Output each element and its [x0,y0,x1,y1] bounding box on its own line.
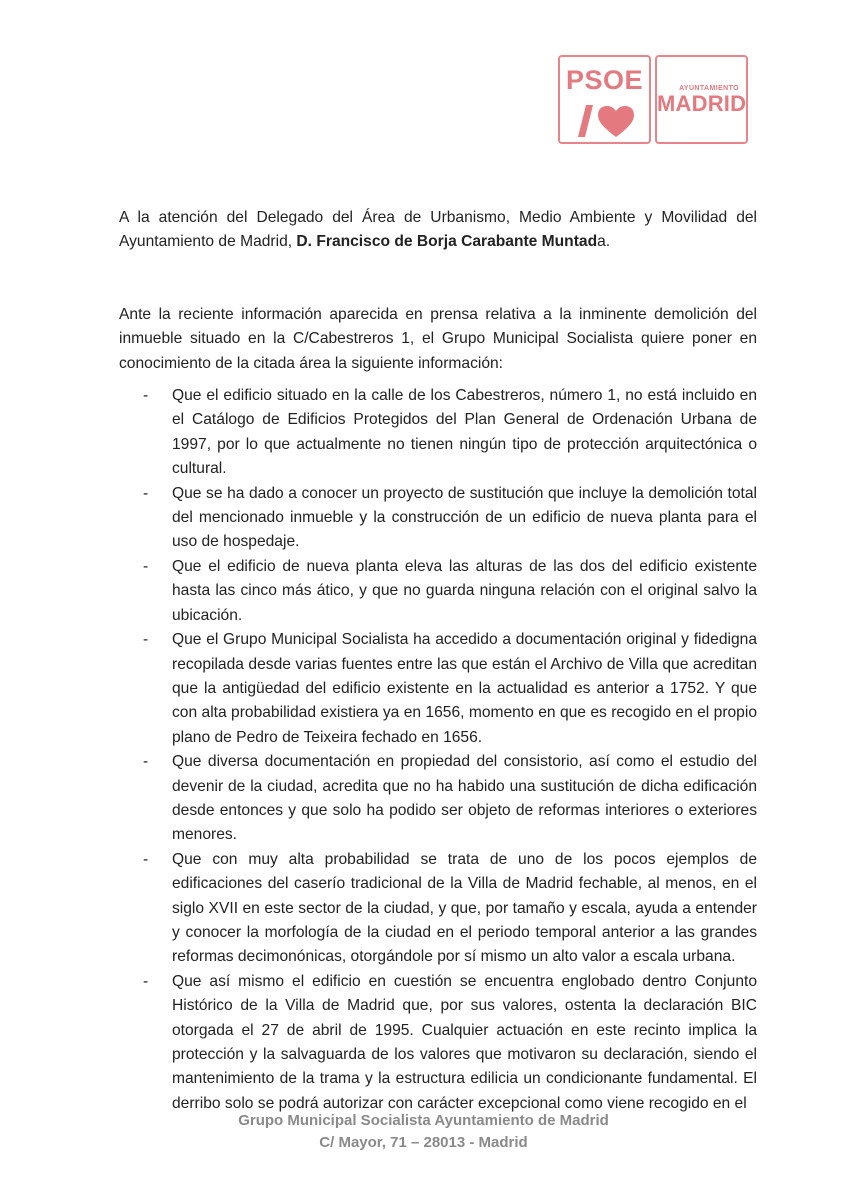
madrid-label: MADRID [657,91,747,116]
psoe-logo [558,55,651,144]
list-item-text: Que el Grupo Municipal Socialista ha accedido a documentación original y fidedigna recopilada desde varias fuentes entre las que están el Archivo de Villa que acreditan que la antigüedad del edificio existente en la actualidad es anterior a 1752. Y que con alta probabilidad existiera ya en 1656, momento en que es recogido en el propio plano de Pedro de Teixeira fechado en 1656. [172,631,757,746]
bullet-dash: - [143,850,149,868]
intro-paragraph: Ante la reciente información aparecida en prensa relativa a la inminente demolición del inmueble situado en la C/Cabestreros 1, el Grupo Municipal Socialista quiere poner en conocimiento de la citada área la siguiente información: [119,305,757,372]
list-item-text: Que el edificio de nueva planta eleva las alturas de las dos del edificio existente hasta las cinco más ático, y que no guarda ninguna relación con el original salvo la ubicación. [172,557,757,624]
list-item [119,482,757,555]
addressee-name: D. Francisco de Borja Carabante Muntad [296,233,598,251]
page-footer [0,1110,847,1154]
list-item-text: Que con muy alta probabilidad se trata de uno de los pocos ejemplos de edificaciones del caserío tradicional de la Villa de Madrid fechable, al menos, en el siglo XVII en este sector de la ciudad, y que, por tamaño y escala, ayuda a entender y conocer la morfología de la ciudad en el periodo temporal anterior a las grandes reformas decimonónicas, otorgándole por sí mismo un alto valor a escala urbana. [172,850,757,966]
psoe-logo-text: PSOE [565,65,644,95]
list-item [119,970,757,1116]
addressee-text: A la atención del Delegado del Área de Urbanismo, Medio Ambiente y Movilidad del Ayuntamiento de Madrid, [119,209,757,251]
footer-org: Grupo Municipal Socialista Ayuntamiento de Madrid [238,1112,609,1129]
list-item [119,628,757,750]
psoe-heart-icon [574,103,639,139]
letter-body [119,206,757,1116]
ayuntamiento-label: AYUNTAMIENTO [679,85,739,92]
bullet-list [119,384,757,1116]
list-item [119,848,757,970]
list-item [119,555,757,628]
addressee-tail: a. [597,233,611,251]
spacer [119,255,757,303]
ayuntamiento-madrid-logo [655,55,748,144]
bullet-dash: - [143,631,149,649]
bullet-dash: - [143,484,149,502]
list-item [119,750,757,848]
bullet-dash: - [143,753,149,771]
list-item-text: Que el edificio situado en la calle de los Cabestreros, número 1, no está incluido en el Catálogo de Edificios Protegidos del Plan General de Ordenación Urbana de 1997, por lo que actualmente no tienen ningún tipo de protección arquitectónica o cultural. [172,387,757,478]
list-item-text: Que se ha dado a conocer un proyecto de sustitución que incluye la demolición total del mencionado inmueble y la construcción de un edificio de nueva planta para el uso de hospedaje. [172,484,757,551]
list-item-text: Que así mismo el edificio en cuestión se encuentra englobado dentro Conjunto Histórico de la Villa de Madrid que, por sus valores, ostenta la declaración BIC otorgada el 27 de abril de 1995. Cualquier actuación en este recinto implica la protección y la salvaguarda de los valores que motivaron su declaración, siendo el mantenimiento de la trama y la estructura edilicia un condicionante fundamental. El derribo solo se podrá autorizar con carácter excepcional como viene recogido en el [172,972,757,1112]
bullet-dash: - [143,387,149,405]
bullet-dash: - [143,557,149,575]
footer-address: C/ Mayor, 71 – 28013 - Madrid [319,1134,528,1151]
list-item [119,384,757,482]
list-item-text: Que diversa documentación en propiedad del consistorio, así como el estudio del devenir de la ciudad, acredita que no ha habido una sustitución de dicha edificación desde entonces y que solo ha podido ser objeto de reformas interiores o exteriores menores. [172,753,757,844]
bullet-dash: - [143,972,149,990]
addressee-paragraph [119,206,757,255]
